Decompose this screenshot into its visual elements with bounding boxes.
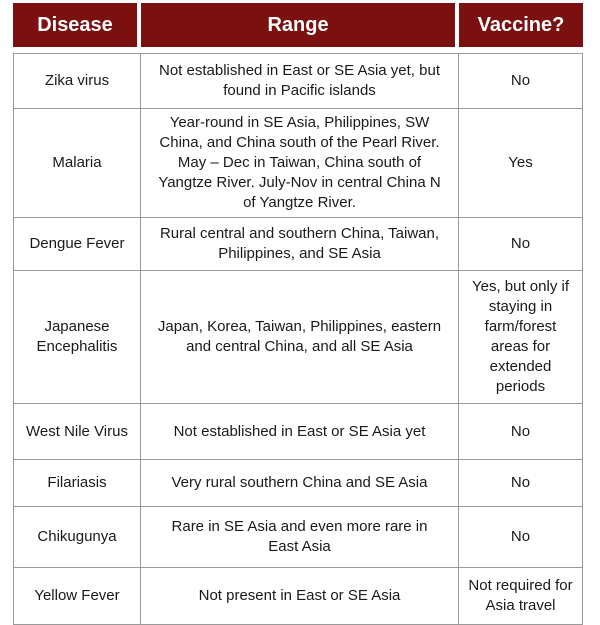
table-header — [13, 3, 583, 47]
range-cell: Very rural southern China and SE Asia — [141, 460, 459, 507]
disease-cell: Filariasis — [13, 460, 141, 507]
header-disease: Disease — [13, 3, 141, 47]
table-row — [13, 218, 583, 271]
table-row — [13, 404, 583, 460]
header-vaccine: Vaccine? — [459, 3, 583, 47]
range-cell: Rural central and southern China, Taiwan, Philippines, and SE Asia — [141, 218, 459, 271]
disease-cell: Dengue Fever — [13, 218, 141, 271]
table-row — [13, 53, 583, 109]
range-cell: Year-round in SE Asia, Philippines, SW China, and China south of the Pearl River. May – Dec in Taiwan, China south of Yangtze River. July-Nov in central China N of Yangtze River. — [141, 109, 459, 218]
table-row — [13, 568, 583, 625]
range-cell: Japan, Korea, Taiwan, Philippines, eastern and central China, and all SE Asia — [141, 271, 459, 404]
disease-cell: Yellow Fever — [13, 568, 141, 625]
vaccine-cell: No — [459, 218, 583, 271]
disease-cell: West Nile Virus — [13, 404, 141, 460]
vaccine-cell: No — [459, 507, 583, 568]
disease-cell: Japanese Encephalitis — [13, 271, 141, 404]
range-cell: Not established in East or SE Asia yet — [141, 404, 459, 460]
table-row — [13, 460, 583, 507]
vaccine-cell: Yes, but only if staying in farm/forest areas for extended periods — [459, 271, 583, 404]
disease-cell: Zika virus — [13, 53, 141, 109]
table-row — [13, 507, 583, 568]
vaccine-cell: No — [459, 460, 583, 507]
table-body — [13, 47, 583, 625]
table-row — [13, 271, 583, 404]
disease-table-container — [13, 3, 583, 625]
vaccine-cell: No — [459, 53, 583, 109]
disease-cell: Chikugunya — [13, 507, 141, 568]
vaccine-cell: No — [459, 404, 583, 460]
table-row — [13, 109, 583, 218]
disease-cell: Malaria — [13, 109, 141, 218]
disease-table — [13, 3, 583, 625]
range-cell: Not established in East or SE Asia yet, but found in Pacific islands — [141, 53, 459, 109]
vaccine-cell: Not required for Asia travel — [459, 568, 583, 625]
header-range: Range — [141, 3, 459, 47]
vaccine-cell: Yes — [459, 109, 583, 218]
range-cell: Rare in SE Asia and even more rare in East Asia — [141, 507, 459, 568]
range-cell: Not present in East or SE Asia — [141, 568, 459, 625]
